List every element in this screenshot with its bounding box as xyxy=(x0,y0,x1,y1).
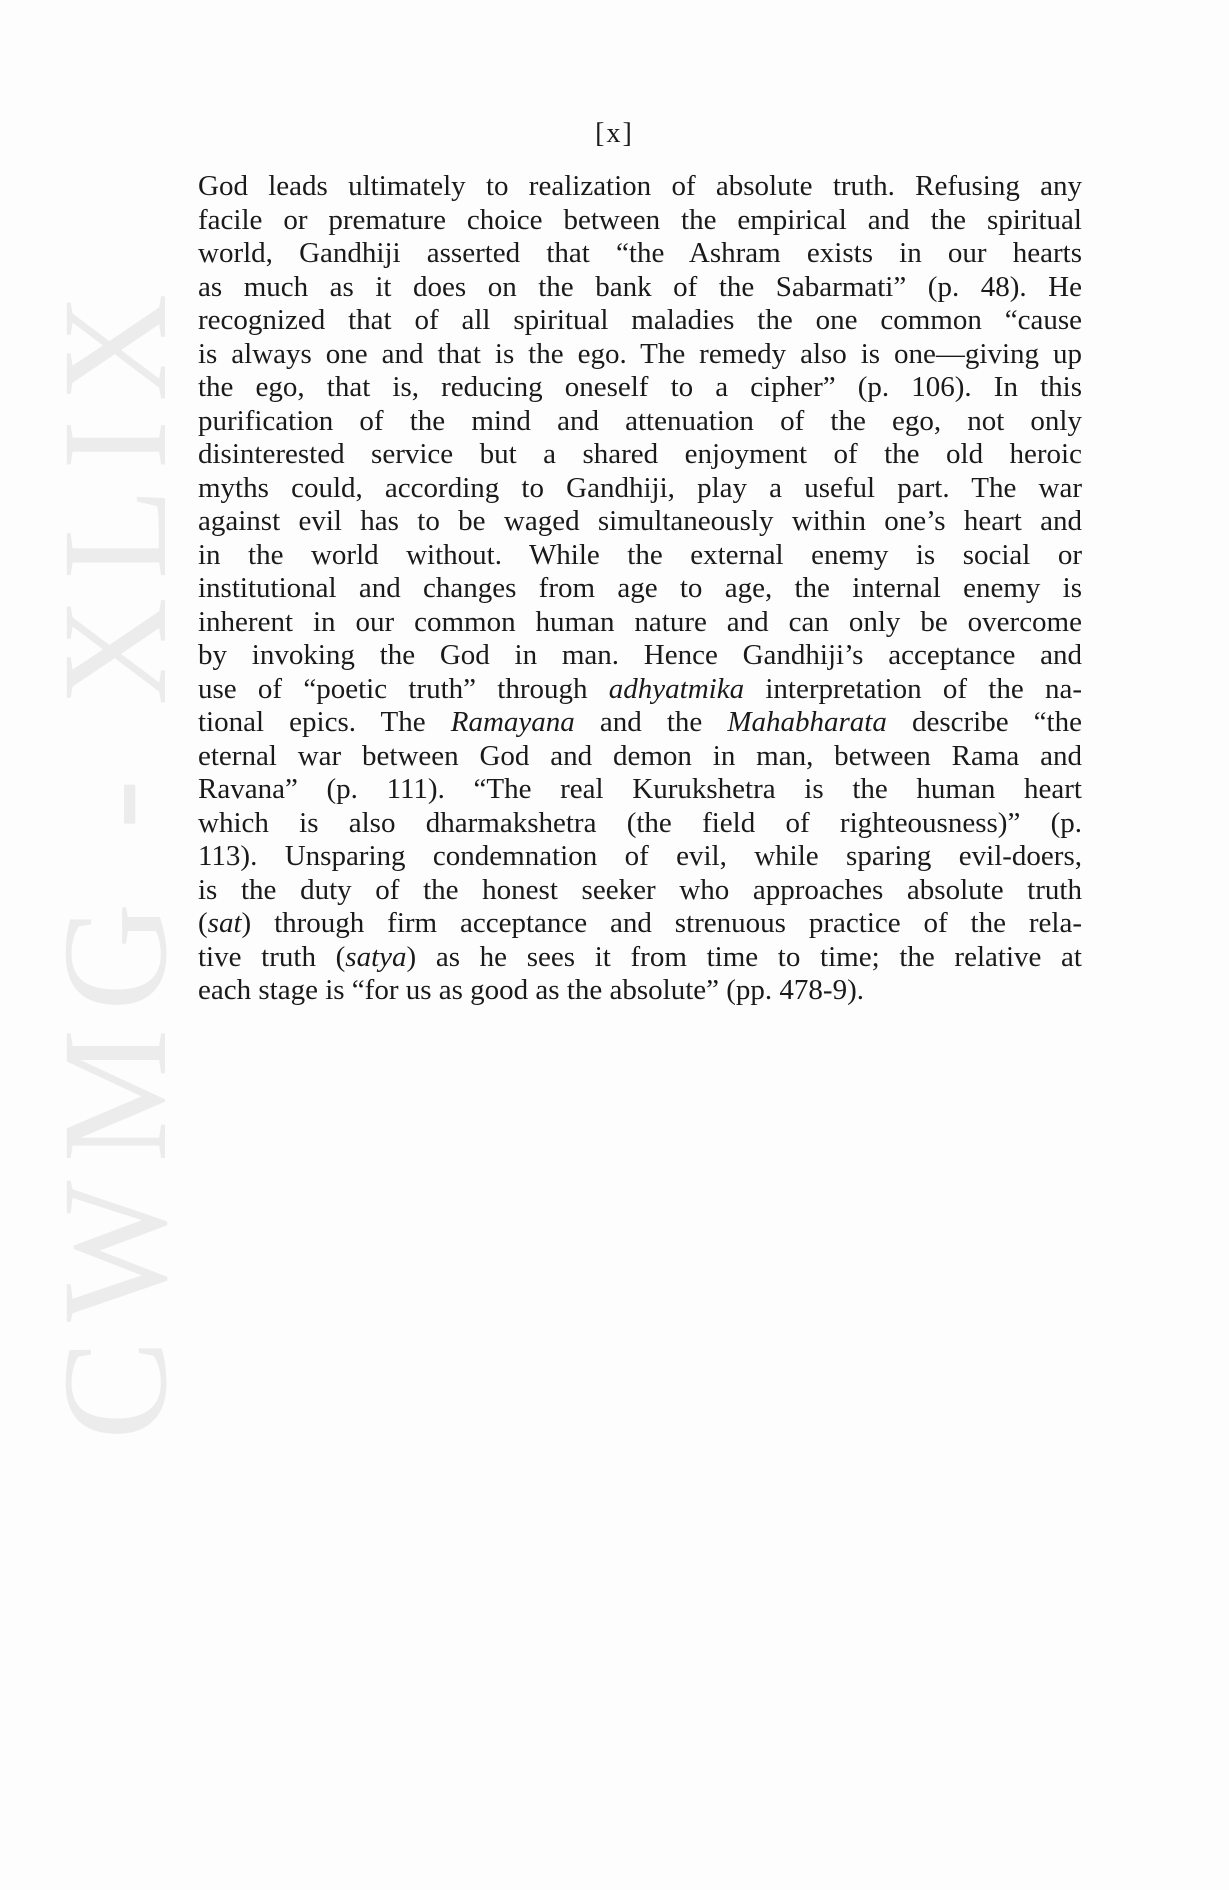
text-line xyxy=(198,204,1082,238)
text-segment: the ego, that is, reducing oneself to a cipher” (p. 106). In this xyxy=(198,371,1082,403)
watermark: CWMG - XLIX xyxy=(32,275,198,1440)
text-segment: ) as he sees it from time to time; the relative at xyxy=(406,940,1082,973)
text-segment: is always one and that is the ego. The remedy also is one—giving up xyxy=(198,337,1082,370)
text-segment: interpretation of the na- xyxy=(744,672,1082,705)
text-segment: tive truth ( xyxy=(198,940,346,973)
text-line xyxy=(198,505,1082,539)
text-segment: ( xyxy=(198,907,208,939)
text-segment: describe “the xyxy=(886,706,1082,738)
text-line xyxy=(198,773,1082,807)
text-line xyxy=(198,438,1082,472)
text-line xyxy=(198,405,1082,439)
text-line xyxy=(198,874,1082,908)
text-line xyxy=(198,740,1082,774)
text-segment: purification of the mind and attenuation of the ego, not only xyxy=(198,404,1082,437)
text-line xyxy=(198,673,1082,707)
text-segment: use of “poetic truth” through xyxy=(198,672,609,705)
italic-term: Ramayana xyxy=(450,706,575,738)
text-segment: institutional and changes from age to age, the internal enemy is xyxy=(198,572,1082,604)
page-number: [x] xyxy=(595,118,634,149)
italic-term: satya xyxy=(345,940,407,973)
italic-term: Mahabharata xyxy=(727,706,887,738)
text-segment: disinterested service but a shared enjoyment of the old heroic xyxy=(198,438,1082,470)
body-paragraph xyxy=(198,170,1082,1008)
text-segment: against evil has to be waged simultaneously within one’s heart and xyxy=(198,505,1082,537)
text-line xyxy=(198,338,1082,372)
text-line xyxy=(198,941,1082,975)
text-line xyxy=(198,606,1082,640)
text-line xyxy=(198,840,1082,874)
italic-term: sat xyxy=(207,907,242,939)
text-segment: each stage is “for us as good as the absolute” (pp. 478-9). xyxy=(198,974,864,1006)
text-line xyxy=(198,907,1082,941)
text-segment: in the world without. While the external enemy is social or xyxy=(198,538,1082,571)
text-segment: and the xyxy=(574,706,728,738)
text-line xyxy=(198,237,1082,271)
text-segment: ) through firm acceptance and strenuous practice of the rela- xyxy=(241,907,1082,939)
text-segment: God leads ultimately to realization of absolute truth. Refusing any xyxy=(198,170,1082,202)
text-line xyxy=(198,974,1082,1008)
text-segment: which is also dharmakshetra (the field of righteousness)” (p. xyxy=(198,806,1082,839)
text-segment: is the duty of the honest seeker who approaches absolute truth xyxy=(198,873,1082,906)
text-segment: 113). Unsparing condemnation of evil, while sparing evil-doers, xyxy=(198,840,1082,872)
text-segment: as much as it does on the bank of the Sabarmati” (p. 48). He xyxy=(198,270,1082,303)
text-segment: Ravana” (p. 111). “The real Kurukshetra is the human heart xyxy=(198,773,1082,805)
italic-term: adhyatmika xyxy=(608,672,745,705)
text-segment: tional epics. The xyxy=(198,706,451,738)
text-segment: inherent in our common human nature and can only be overcome xyxy=(198,605,1082,638)
text-segment: recognized that of all spiritual maladies the one common “cause xyxy=(198,304,1082,336)
text-segment: facile or premature choice between the empirical and the spiritual xyxy=(198,203,1082,236)
text-segment: by invoking the God in man. Hence Gandhiji’s acceptance and xyxy=(198,639,1082,671)
text-line xyxy=(198,472,1082,506)
text-segment: eternal war between God and demon in man, between Rama and xyxy=(198,739,1082,772)
text-line xyxy=(198,639,1082,673)
text-segment: myths could, according to Gandhiji, play a useful part. The war xyxy=(198,471,1082,504)
text-line xyxy=(198,572,1082,606)
text-line xyxy=(198,539,1082,573)
text-line xyxy=(198,706,1082,740)
text-segment: world, Gandhiji asserted that “the Ashram exists in our hearts xyxy=(198,237,1082,269)
text-line xyxy=(198,271,1082,305)
text-line xyxy=(198,170,1082,204)
text-line xyxy=(198,807,1082,841)
text-line xyxy=(198,371,1082,405)
text-line xyxy=(198,304,1082,338)
